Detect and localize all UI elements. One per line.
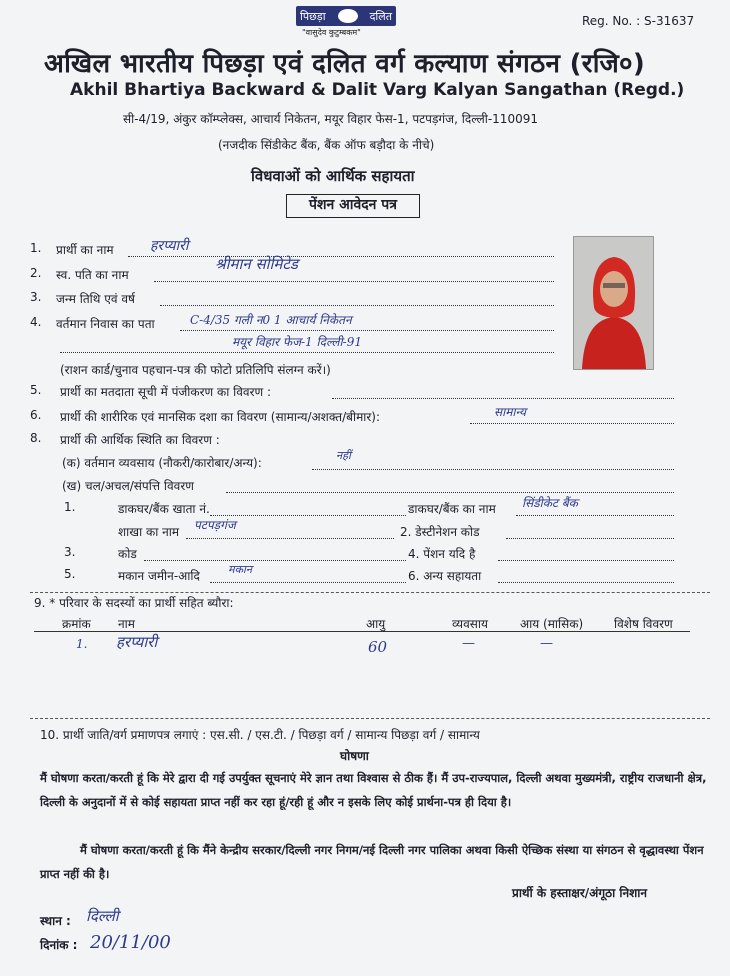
org-name-english: Akhil Bhartiya Backward & Dalit Varg Kalyan Sangathan (Regd.) xyxy=(70,80,685,100)
family-col-age: आयु xyxy=(366,617,386,631)
branch-label: शाखा का नाम xyxy=(118,525,180,539)
family-top-rule xyxy=(30,592,710,593)
dob-label: जन्म तिथि एवं वर्ष xyxy=(56,292,135,306)
address-line-2 xyxy=(60,352,554,353)
dob-line xyxy=(160,305,554,306)
caste-certificate-line: 10. प्रार्थी जाति/वर्ग प्रमाणपत्र लगाएं : एस.सी. / एस.टी. / पिछड़ा वर्ग / सामान्य पिछड़ा वर्ग / सामान्य xyxy=(40,728,480,742)
health-value: सामान्य xyxy=(494,405,527,419)
husband-name-label: स्व. पति का नाम xyxy=(56,268,129,282)
applicant-name-label: प्रार्थी का नाम xyxy=(56,243,114,257)
family-bottom-rule xyxy=(30,718,710,719)
org-address: सी-4/19, अंकुर कॉम्प्लेक्स, आचार्य निकेतन, मयूर विहार फेस-1, पटपड़गंज, दिल्ली-110091 xyxy=(123,112,538,126)
pension-line xyxy=(498,560,674,561)
logo-left-text: पिछड़ा xyxy=(300,9,326,23)
place-value: दिल्ली xyxy=(86,907,119,925)
family-row-name: हरप्यारी xyxy=(116,633,158,651)
property-label: (ख) चल/अचल/संपत्ति विवरण xyxy=(62,479,194,493)
family-heading: 9. * परिवार के सदस्यों का प्रार्थी सहित ब्यौरा: xyxy=(34,596,234,610)
family-col-sn: क्रमांक xyxy=(62,617,91,631)
signature-label: प्रार्थी के हस्ताक्षर/अंगूठा निशान xyxy=(512,886,648,900)
bank-name-label: डाकघर/बैंक का नाम xyxy=(408,502,496,516)
applicant-name-line xyxy=(128,256,554,257)
field-5-number: 5. xyxy=(30,383,42,397)
family-col-remarks: विशेष विवरण xyxy=(614,617,673,631)
family-row-age: 60 xyxy=(368,638,388,656)
house-line xyxy=(210,582,406,583)
org-name-hindi: अखिल भारतीय पिछड़ा एवं दलित वर्ग कल्याण संगठन (रजि०) xyxy=(44,49,646,79)
applicant-photo xyxy=(573,236,654,370)
field-3-number: 3. xyxy=(30,290,42,304)
bank-account-label: डाकघर/बैंक खाता नं. xyxy=(118,502,210,516)
bank-name-line xyxy=(516,515,674,516)
property-line xyxy=(226,492,674,493)
family-row-occupation: — xyxy=(462,636,475,651)
bank-name-value: सिंडीकेट बैंक xyxy=(522,496,578,510)
field-1-number: 1. xyxy=(30,241,42,255)
ration-card-note: (राशन कार्ड/चुनाव पहचान-पत्र की फोटो प्रतिलिपि संलग्न करें।) xyxy=(60,363,331,377)
bank-account-number: 1. xyxy=(64,500,76,514)
address-value-2: मयूर विहार फेज-1 दिल्ली-91 xyxy=(232,335,362,349)
address-line-1 xyxy=(180,330,554,331)
declaration-paragraph-2: मैं घोषणा करता/करती हूं कि मैंने केन्द्रीय सरकार/दिल्ली नगर निगम/नई दिल्ली नगर पालिका अथवा किसी ऐच्छिक संस्था या संगठन से वृद्धावस्था पेंशन प्राप्त नहीं की है। xyxy=(40,843,704,881)
family-col-income: आय (मासिक) xyxy=(520,617,584,631)
field-4-number: 4. xyxy=(30,315,42,329)
code-number: 3. xyxy=(64,545,76,559)
applicant-name-value: हरप्यारी xyxy=(150,238,189,254)
occupation-line xyxy=(312,469,674,470)
handshake-icon xyxy=(338,9,358,23)
other-aid-line xyxy=(498,582,674,583)
other-aid-label: 6. अन्य सहायता xyxy=(408,569,482,583)
org-landmark: (नजदीक सिंडीकेट बैंक, बैंक ऑफ बड़ौदा के नीचे) xyxy=(218,138,435,152)
branch-line xyxy=(186,538,394,539)
bank-account-line xyxy=(210,515,406,516)
family-row-income: — xyxy=(540,636,553,651)
economic-status-label: प्रार्थी की आर्थिक स्थिति का विवरण : xyxy=(60,433,220,447)
destination-code-line xyxy=(506,538,674,539)
occupation-label: (क) वर्तमान व्यवसाय (नौकरी/कारोबार/अन्य): xyxy=(62,456,262,470)
house-number: 5. xyxy=(64,567,76,581)
date-value: 20/11/00 xyxy=(90,932,171,953)
registration-number: Reg. No. : S-31637 xyxy=(582,14,695,28)
health-line xyxy=(470,423,674,424)
destination-code-label: 2. डेस्टीनेशन कोड xyxy=(400,525,480,539)
logo-right-text: दलित xyxy=(369,9,392,23)
health-label: प्रार्थी की शारीरिक एवं मानसिक दशा का विवरण (सामान्य/अशक्त/बीमार): xyxy=(60,410,381,424)
field-6-number: 6. xyxy=(30,408,42,422)
house-value: मकान xyxy=(228,563,252,576)
occupation-value: नहीं xyxy=(336,449,351,462)
org-logo xyxy=(296,6,396,26)
address-value-1: C-4/35 गली न0 1 आचार्य निकेतन xyxy=(190,313,352,327)
logo-tagline: "वासुदेव कुटुम्बकम" xyxy=(302,28,361,37)
date-label: दिनांक : xyxy=(40,938,78,952)
form-title-box: पेंशन आवेदन पत्र xyxy=(286,194,420,218)
pension-label: 4. पेंशन यदि है xyxy=(408,547,476,561)
code-label: कोड xyxy=(118,547,137,561)
form-subject: विधवाओं को आर्थिक सहायता xyxy=(251,167,415,185)
husband-name-line xyxy=(154,281,554,282)
voter-list-label: प्रार्थी का मतदाता सूची में पंजीकरण का विवरण : xyxy=(60,385,272,399)
declaration-paragraph-1: मैं घोषणा करता/करती हूं कि मेरे द्वारा दी गई उपर्युक्त सूचनाएं मेरे ज्ञान तथा विश्वास से ठीक हैं। मैं उप-राज्यपाल, दिल्ली अथवा मुख्यमंत्री, राष्ट्रीय राजधानी क्षेत्र, दिल्ली के अनुदानों में से कोई सहायता प्राप्त नहीं कर रहा हूं/रही हूं और न इसके लिए कोई प्रार्थना-पत्र ही दिया है। xyxy=(40,771,707,809)
husband-name-value: श्रीमान सोमिटेड xyxy=(215,255,298,273)
house-label: मकान जमीन-आदि xyxy=(118,569,200,583)
field-2-number: 2. xyxy=(30,266,42,280)
address-label: वर्तमान निवास का पता xyxy=(56,317,155,331)
family-row-sn: 1. xyxy=(76,637,88,651)
code-line xyxy=(144,560,406,561)
family-col-occupation: व्यवसाय xyxy=(452,617,488,631)
voter-list-line xyxy=(332,398,674,399)
branch-value: पटपड़गंज xyxy=(194,518,236,532)
place-label: स्थान : xyxy=(40,914,71,928)
field-8-number: 8. xyxy=(30,431,42,445)
family-col-name: नाम xyxy=(118,617,135,631)
declaration-title: घोषणा xyxy=(340,749,369,763)
